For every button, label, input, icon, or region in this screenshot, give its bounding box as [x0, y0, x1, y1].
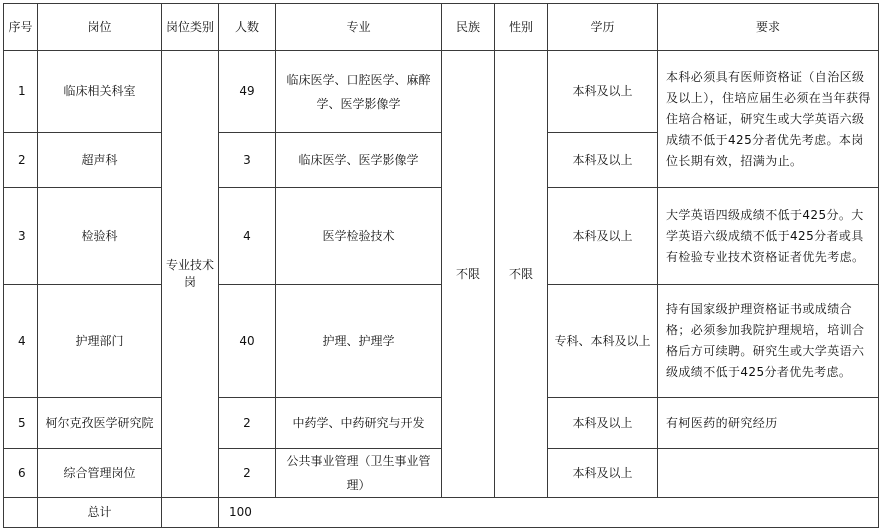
row-seq: 1 [4, 51, 38, 133]
row-education: 本科及以上 [548, 133, 658, 188]
requirements-row-3: 大学英语四级成绩不低于425分。大学英语六级成绩不低于425分者或具有检验专业技术资格证者优先考虑。 [658, 188, 879, 285]
header-requirements: 要求 [658, 4, 879, 51]
row-seq: 6 [4, 449, 38, 498]
header-ethnicity: 民族 [442, 4, 495, 51]
table-row [4, 51, 879, 133]
header-gender: 性别 [495, 4, 548, 51]
requirements-row-4: 持有国家级护理资格证书或成绩合格；必须参加我院护理规培，培训合格后方可续聘。研究生或大学英语六级成绩不低于425分者优先考虑。 [658, 285, 879, 398]
header-category: 岗位类别 [162, 4, 219, 51]
total-row [4, 498, 879, 528]
row-position: 护理部门 [38, 285, 162, 398]
row-position: 柯尔克孜医学研究院 [38, 398, 162, 449]
requirements-row-6 [658, 449, 879, 498]
table-row [4, 285, 879, 398]
row-education: 本科及以上 [548, 188, 658, 285]
row-major: 护理、护理学 [276, 285, 442, 398]
header-major: 专业 [276, 4, 442, 51]
row-seq: 3 [4, 188, 38, 285]
requirements-row-5: 有柯医药的研究经历 [658, 398, 879, 449]
merged-ethnicity: 不限 [442, 51, 495, 498]
row-major: 公共事业管理（卫生事业管理） [276, 449, 442, 498]
row-position: 检验科 [38, 188, 162, 285]
row-seq: 4 [4, 285, 38, 398]
row-education: 本科及以上 [548, 51, 658, 133]
row-education: 本科及以上 [548, 398, 658, 449]
row-major: 临床医学、医学影像学 [276, 133, 442, 188]
total-label: 总计 [38, 498, 162, 528]
table-row [4, 398, 879, 449]
row-education: 专科、本科及以上 [548, 285, 658, 398]
header-position: 岗位 [38, 4, 162, 51]
total-seq-empty [4, 498, 38, 528]
row-major: 中药学、中药研究与开发 [276, 398, 442, 449]
merged-category: 专业技术岗 [162, 51, 219, 498]
row-position: 临床相关科室 [38, 51, 162, 133]
header-education: 学历 [548, 4, 658, 51]
table-row [4, 449, 879, 498]
row-seq: 2 [4, 133, 38, 188]
row-count: 3 [219, 133, 276, 188]
row-major: 医学检验技术 [276, 188, 442, 285]
row-position: 综合管理岗位 [38, 449, 162, 498]
merged-gender: 不限 [495, 51, 548, 498]
header-seq: 序号 [4, 4, 38, 51]
row-count: 4 [219, 188, 276, 285]
total-value: 100 [219, 498, 879, 528]
row-count: 49 [219, 51, 276, 133]
header-row [4, 4, 879, 51]
row-position: 超声科 [38, 133, 162, 188]
header-count: 人数 [219, 4, 276, 51]
row-education: 本科及以上 [548, 449, 658, 498]
row-count: 40 [219, 285, 276, 398]
row-seq: 5 [4, 398, 38, 449]
recruitment-table [3, 3, 879, 528]
row-count: 2 [219, 398, 276, 449]
table-row [4, 188, 879, 285]
total-category-empty [162, 498, 219, 528]
row-count: 2 [219, 449, 276, 498]
row-major: 临床医学、口腔医学、麻醉学、医学影像学 [276, 51, 442, 133]
requirements-rows-1-2: 本科必须具有医师资格证（自治区级及以上），住培应届生必须在当年获得住培合格证，研究生或大学英语六级成绩不低于425分者优先考虑。本岗位长期有效，招满为止。 [658, 51, 879, 188]
